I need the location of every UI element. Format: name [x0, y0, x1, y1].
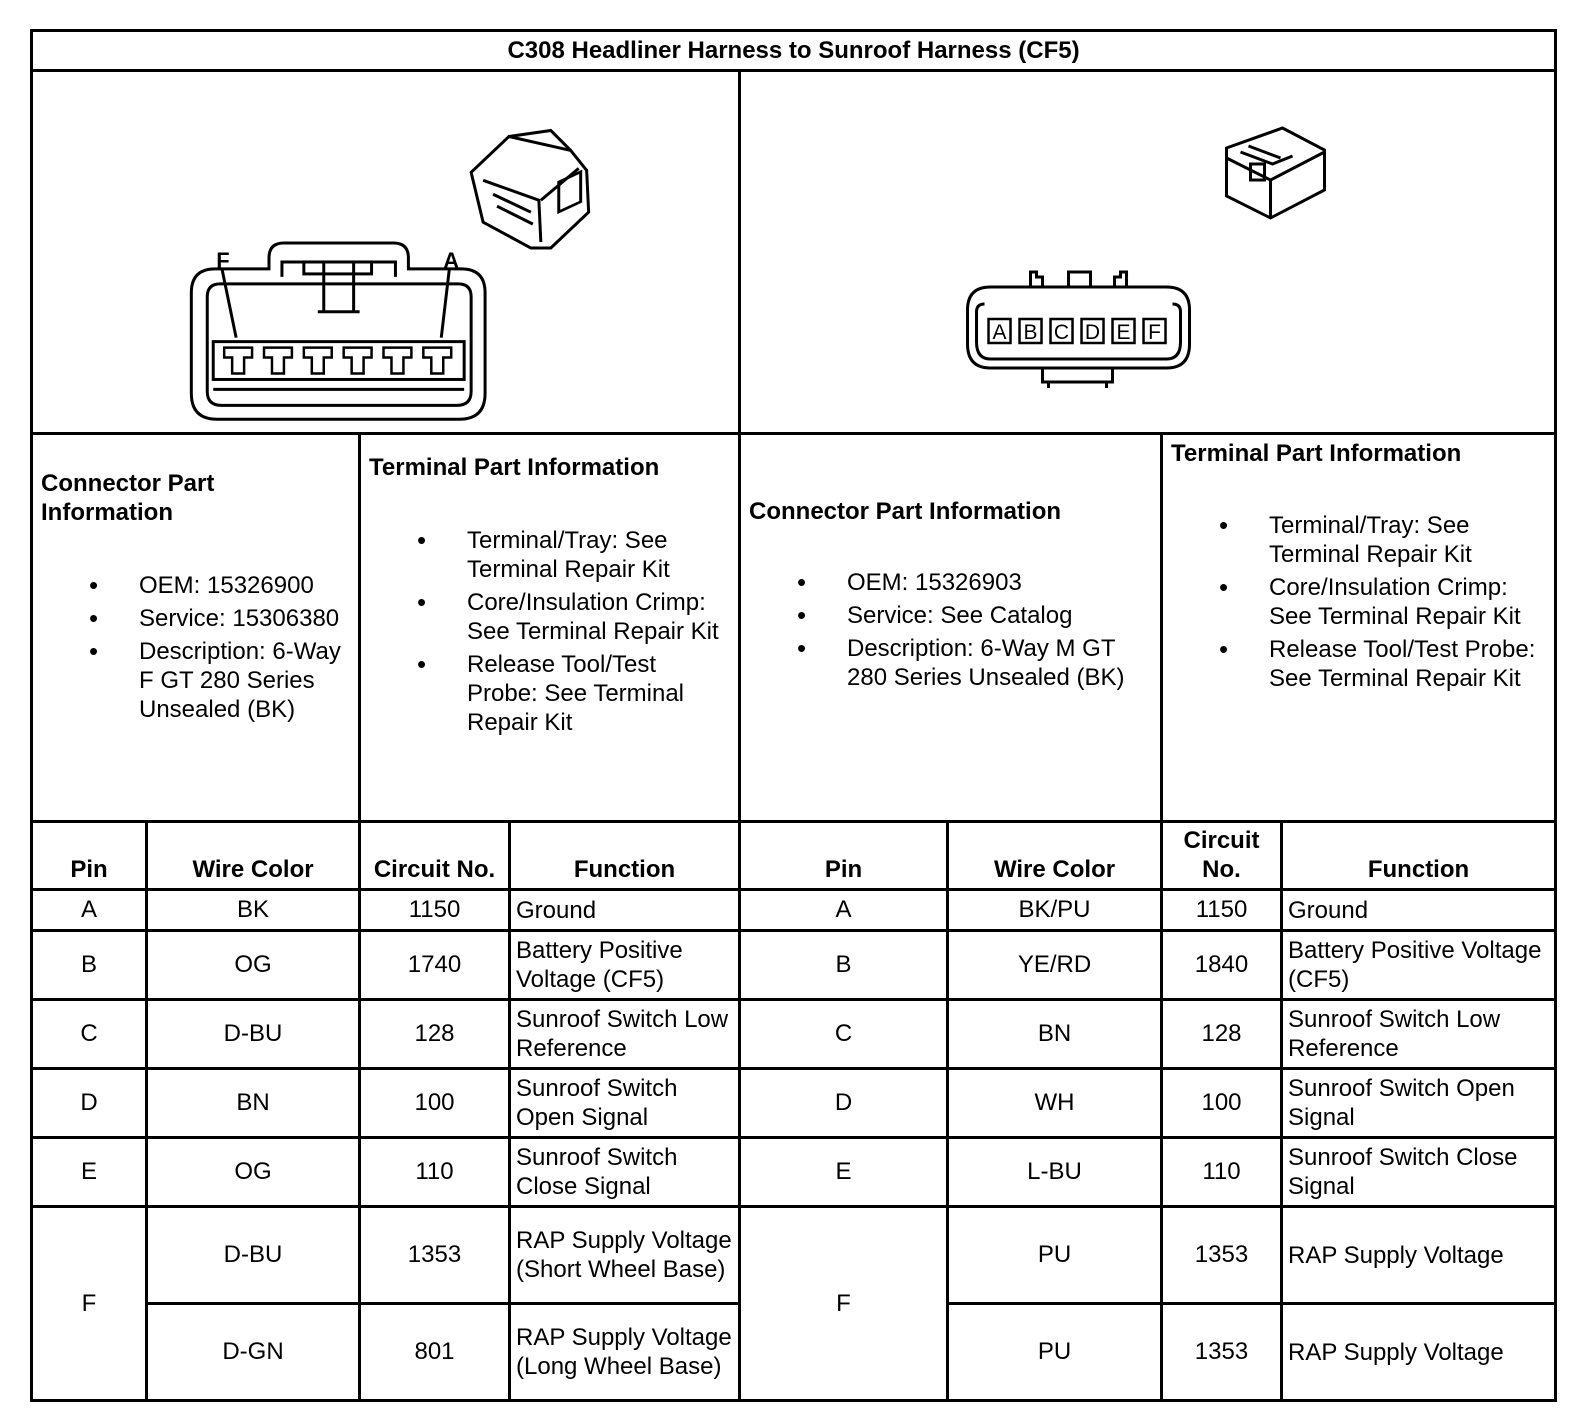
female-terminal-cavity-c [344, 348, 372, 374]
pin-f-leader [222, 270, 236, 338]
female-terminal-cavity-f [224, 348, 252, 374]
female-terminal-cavity-d [304, 348, 332, 374]
male-connector-iso-icon [1227, 128, 1325, 218]
right-circuit: 1150 [1162, 890, 1282, 931]
right-circuit: 100 [1162, 1069, 1282, 1138]
table-row [32, 1138, 1556, 1207]
right-wire-color: PU [948, 1207, 1162, 1304]
left-terminal-info [360, 434, 740, 822]
male-pin-a [989, 319, 1011, 344]
left-description: • Description: 6-Way F GT 280 Series Unsealed (BK) [139, 637, 350, 724]
left-pin: A [32, 890, 147, 931]
right-wire-color: BK/PU [948, 890, 1162, 931]
page-title: C308 Headliner Harness to Sunroof Harness (CF5) [32, 31, 1556, 71]
table-row [32, 931, 1556, 1000]
right-circuit: 128 [1162, 1000, 1282, 1069]
svg-text:A: A [992, 321, 1007, 344]
left-wire-color: BN [147, 1069, 360, 1138]
right-function: Ground [1282, 890, 1556, 931]
male-pin-boxes [989, 319, 1166, 344]
right-function: RAP Supply Voltage [1282, 1304, 1556, 1401]
right-circuit: 110 [1162, 1138, 1282, 1207]
left-pin: B [32, 931, 147, 1000]
left-circuit: 801 [360, 1304, 510, 1401]
male-connector-drawing [741, 72, 1554, 432]
table-row [32, 1069, 1556, 1138]
female-terminal-cavity-a [423, 348, 451, 374]
left-function: Battery Positive Voltage (CF5) [510, 931, 740, 1000]
right-function: Sunroof Switch Low Reference [1282, 1000, 1556, 1069]
left-wire-color: D-BU [147, 1207, 360, 1304]
right-wire-color: WH [948, 1069, 1162, 1138]
right-description: • Description: 6-Way M GT 280 Series Unsealed (BK) [847, 634, 1152, 692]
svg-text:C: C [1053, 321, 1070, 344]
male-pin-b [1020, 319, 1042, 344]
left-header-pin: Pin [32, 822, 147, 890]
male-connector-illustration [740, 71, 1556, 434]
left-circuit: 1353 [360, 1207, 510, 1304]
male-pin-d [1082, 319, 1104, 344]
left-terminal-info-heading: Terminal Part Information [369, 454, 660, 481]
female-connector-drawing [33, 72, 738, 432]
svg-text:E: E [1116, 321, 1131, 344]
pin-label-f: F [216, 247, 230, 273]
left-wire-color: D-BU [147, 1000, 360, 1069]
left-pin: D [32, 1069, 147, 1138]
left-crimp: • Core/Insulation Crimp: See Terminal Repair Kit [467, 588, 730, 646]
right-connector-info-heading: Connector Part Information [749, 498, 1062, 525]
right-wire-color: L-BU [948, 1138, 1162, 1207]
right-connector-info [740, 434, 1162, 822]
right-circuit: 1353 [1162, 1207, 1282, 1304]
left-function: Ground [510, 890, 740, 931]
right-function: Sunroof Switch Open Signal [1282, 1069, 1556, 1138]
female-connector-iso-icon [471, 131, 589, 249]
right-header-circuit: Circuit No. [1162, 822, 1282, 890]
right-terminal-info [1162, 434, 1556, 822]
female-terminal-cavity-b [384, 348, 412, 374]
male-pin-c [1051, 319, 1073, 344]
right-circuit: 1353 [1162, 1304, 1282, 1401]
left-connector-info [32, 434, 360, 822]
left-circuit: 100 [360, 1069, 510, 1138]
left-function: Sunroof Switch Open Signal [510, 1069, 740, 1138]
left-oem: • OEM: 15326900 [139, 571, 350, 600]
left-terminal-tray: • Terminal/Tray: See Terminal Repair Kit [467, 526, 730, 584]
right-wire-color: YE/RD [948, 931, 1162, 1000]
left-function: Sunroof Switch Low Reference [510, 1000, 740, 1069]
right-pin: E [740, 1138, 948, 1207]
table-row [32, 1207, 1556, 1304]
right-wire-color: BN [948, 1000, 1162, 1069]
right-service: • Service: See Catalog [847, 601, 1152, 630]
female-terminal-cavity-e [264, 348, 292, 374]
right-pin: A [740, 890, 948, 931]
table-row [32, 890, 1556, 931]
pinout-table [30, 29, 1557, 1402]
right-function: RAP Supply Voltage [1282, 1207, 1556, 1304]
left-circuit: 1740 [360, 931, 510, 1000]
svg-text:D: D [1084, 321, 1101, 344]
left-pin: C [32, 1000, 147, 1069]
right-header-function: Function [1282, 822, 1556, 890]
left-circuit: 1150 [360, 890, 510, 931]
male-pin-e [1113, 319, 1135, 344]
pin-a-leader [441, 270, 449, 338]
left-header-function: Function [510, 822, 740, 890]
left-service: • Service: 15306380 [139, 604, 350, 633]
right-header-wire-color: Wire Color [948, 822, 1162, 890]
right-crimp: • Core/Insulation Crimp: See Terminal Repair Kit [1269, 573, 1546, 631]
right-wire-color: PU [948, 1304, 1162, 1401]
left-header-wire-color: Wire Color [147, 822, 360, 890]
right-circuit: 1840 [1162, 931, 1282, 1000]
svg-text:B: B [1023, 321, 1038, 344]
svg-text:F: F [1148, 321, 1161, 344]
left-wire-color: BK [147, 890, 360, 931]
right-terminal-info-heading: Terminal Part Information [1171, 440, 1462, 467]
right-function: Sunroof Switch Close Signal [1282, 1138, 1556, 1207]
pin-label-a: A [443, 247, 460, 273]
left-wire-color: OG [147, 1138, 360, 1207]
left-circuit: 110 [360, 1138, 510, 1207]
left-pin: E [32, 1138, 147, 1207]
right-header-pin: Pin [740, 822, 948, 890]
right-pin: D [740, 1069, 948, 1138]
right-release-tool: • Release Tool/Test Probe: See Terminal Repair Kit [1269, 635, 1546, 693]
right-function: Battery Positive Voltage (CF5) [1282, 931, 1556, 1000]
male-pin-f [1144, 319, 1166, 344]
right-pin: F [740, 1207, 948, 1401]
left-header-circuit: Circuit No. [360, 822, 510, 890]
left-function: Sunroof Switch Close Signal [510, 1138, 740, 1207]
left-pin: F [32, 1207, 147, 1401]
pinout-sheet [30, 29, 1554, 1402]
left-connector-info-heading: Connector Part Information [41, 470, 215, 526]
left-circuit: 128 [360, 1000, 510, 1069]
left-release-tool: • Release Tool/Test Probe: See Terminal Repair Kit [467, 650, 730, 737]
left-wire-color: D-GN [147, 1304, 360, 1401]
right-pin: B [740, 931, 948, 1000]
left-function: RAP Supply Voltage (Short Wheel Base) [510, 1207, 740, 1304]
table-row [32, 1000, 1556, 1069]
left-wire-color: OG [147, 931, 360, 1000]
left-function: RAP Supply Voltage (Long Wheel Base) [510, 1304, 740, 1401]
right-oem: • OEM: 15326903 [847, 568, 1152, 597]
female-connector-illustration [32, 71, 740, 434]
right-pin: C [740, 1000, 948, 1069]
right-terminal-tray: • Terminal/Tray: See Terminal Repair Kit [1269, 511, 1546, 569]
